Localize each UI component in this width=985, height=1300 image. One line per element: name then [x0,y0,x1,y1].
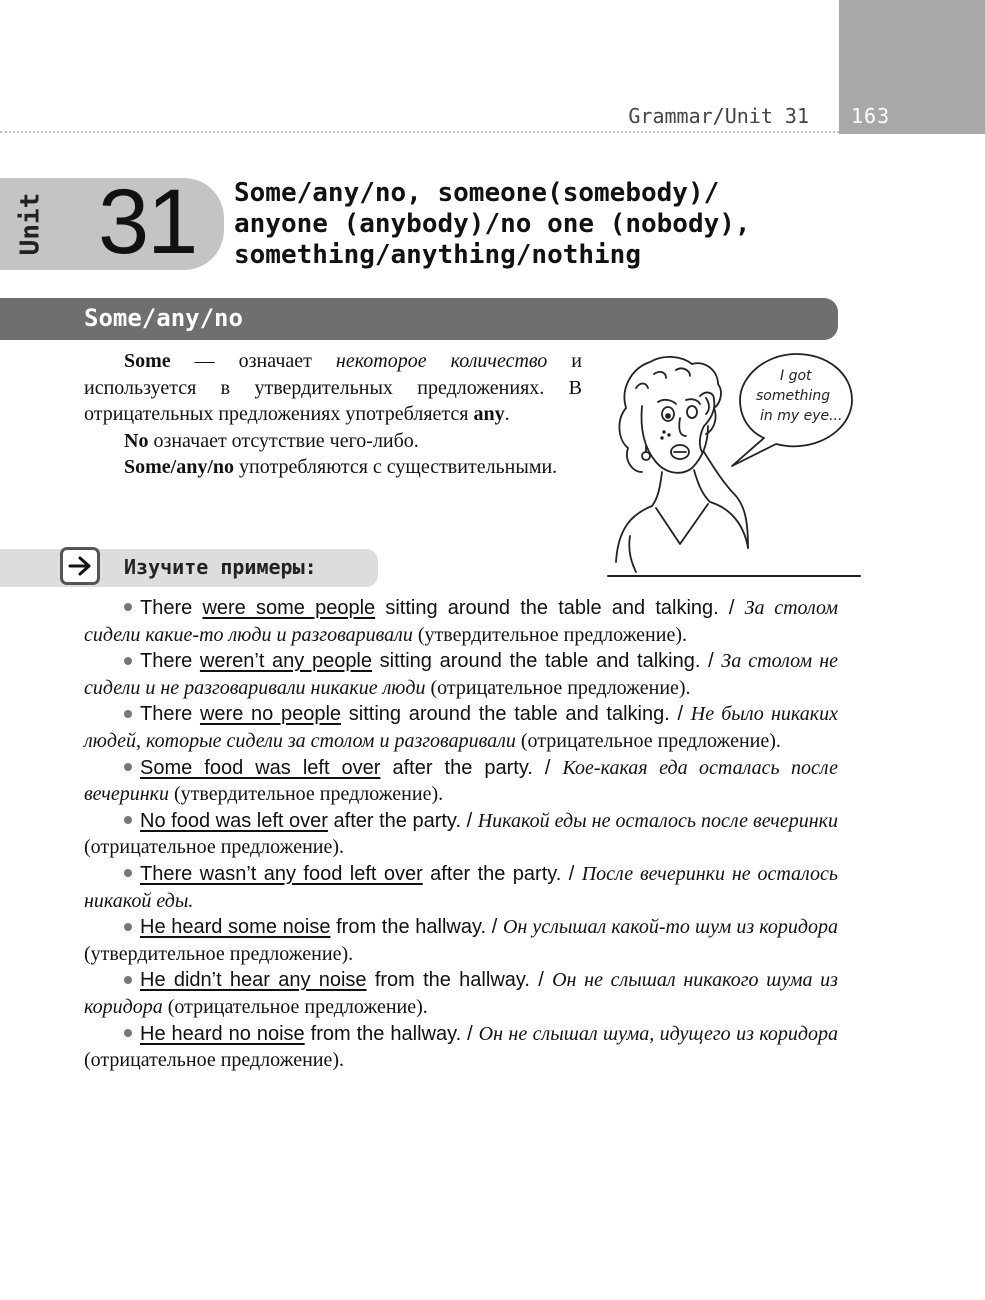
section-title: Some/any/no [84,304,243,332]
intro-paragraph [84,348,582,428]
example-translation: Никакой еды не осталось после вечеринки [477,809,838,832]
example-phrase: were some people [202,597,376,619]
unit-number: 31 [98,171,197,273]
bullet-icon [124,763,132,771]
page-number: 163 [851,104,891,128]
example-note: (отрицательное предложение). [162,995,428,1018]
text: . [504,403,510,425]
example-phrase: were no people [199,703,342,726]
bubble-line: in my eye... [760,408,843,424]
unit-title [234,178,874,271]
intro-paragraph [84,454,582,481]
woman-illustration [606,348,862,580]
unit-title-line: something/anything/nothing [234,240,641,270]
example-text: from the hallway. / [304,1022,479,1045]
bullet-icon [124,869,132,877]
text: употребляются с существительными. [234,456,558,478]
bullet-icon [124,710,132,718]
bubble-line: I got [780,368,812,384]
bullet-icon [124,603,132,611]
example-item [84,808,838,861]
bullet-icon [124,976,132,984]
example-translation: Он не слышал никакого шума из коридора [84,969,838,1018]
example-item [84,595,838,648]
example-item [84,755,838,808]
example-translation: Он услышал какой-то шум из коридора [502,916,839,939]
example-phrase: He didn’t hear any noise [140,969,367,992]
example-note: (отрицательное предложение). [425,676,691,699]
header-divider [0,131,839,133]
example-item [84,967,838,1020]
example-translation: Он не слышал шума, идущего из коридора [478,1022,838,1045]
page-number-tab [839,0,985,134]
running-head: Grammar/Unit 31 [628,104,809,128]
bullet-icon [124,816,132,824]
example-note: (отрицательное предложение). [84,1049,345,1072]
example-text: after the party. / [380,756,563,779]
text: — означает [170,350,336,372]
example-translation: Не было никаких людей, которые сидели за столом и разговаривали [84,703,838,752]
example-text: sitting around the table and talking. / [372,650,722,673]
unit-title-line: Some/any/no, someone(somebody)/ [234,178,720,208]
example-phrase: Some food was left over [140,756,381,779]
example-text: sitting around the table and talking. / [341,703,691,726]
example-item [84,701,838,754]
example-text: from the hallway. / [366,969,553,992]
example-note: (отрицательное предложение). [84,836,345,859]
intro-paragraph [84,428,582,455]
example-text: from the hallway. / [330,916,503,939]
term-some-any-no: Some/any/no [124,456,235,478]
example-translation: После вечеринки не осталось никакой еды. [84,862,838,912]
example-note: (отрицательное предложение). [515,729,781,752]
example-phrase: No food was left over [140,809,328,832]
unit-word: Unit [15,192,45,256]
text: и используется в утвердительных предложениях. В отрицательных предложениях употребляется [84,350,583,425]
term-some: Some [124,350,171,372]
example-phrase: There wasn’t any food left over [140,862,423,885]
example-note: (утвердительное предложение). [169,783,444,806]
text-italic: некоторое количество [335,350,548,372]
example-text: There [140,650,200,673]
example-text: There [140,597,203,619]
study-label: Изучите примеры: [124,555,317,579]
intro-text [84,348,582,481]
bullet-icon [124,1029,132,1037]
examples-list [84,595,838,1074]
example-translation: За столом не сидели и не разговаривали никакие люди [84,650,838,699]
example-item [84,914,838,967]
example-text: after the party. / [327,809,478,832]
example-text: sitting around the table and talking. / [375,597,745,619]
example-item [84,861,838,914]
text: означает отсутствие чего-либо. [148,429,419,452]
example-item [84,648,838,701]
arrow-right-icon [60,547,100,585]
example-item [84,1021,838,1074]
unit-label [10,180,50,268]
term-any: any [473,403,505,425]
example-text: There [140,703,200,726]
example-text: after the party. / [422,862,582,885]
bubble-line: something [756,388,831,404]
unit-title-line: anyone (anybody)/no one (nobody), [234,209,751,239]
example-note: (утвердительное предложение). [412,623,688,646]
term-no: No [124,429,149,452]
example-translation: Кое-какая еда осталась после вечеринки [84,756,838,806]
bullet-icon [124,657,132,665]
section-header [0,298,838,340]
bullet-icon [124,923,132,931]
example-phrase: He heard no noise [140,1022,305,1045]
example-note: (утвердительное предложение). [84,942,354,965]
example-translation: За столом сидели какие-то люди и разговаривали [84,597,838,646]
example-phrase: He heard some noise [140,916,331,939]
example-phrase: weren’t any people [199,650,373,673]
